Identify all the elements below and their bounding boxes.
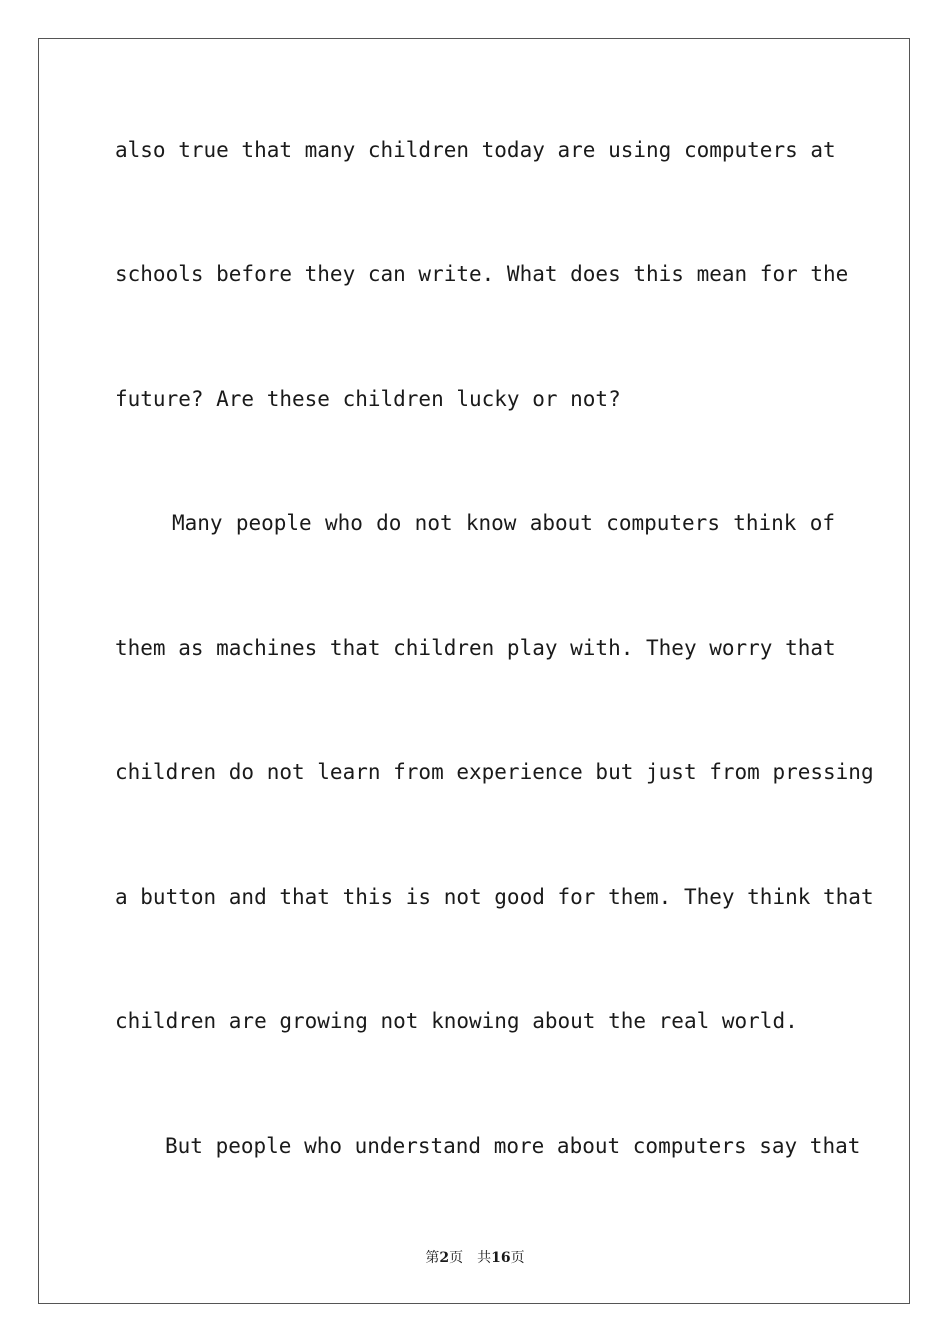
total-pages-number: 16 [491,1250,511,1266]
text-line-5: them as machines that children play with. They worry that [115,636,836,660]
page-footer [0,1247,950,1267]
text-line-6: children do not learn from experience but just from pressing [115,760,874,784]
text-line-8: children are growing not knowing about the real world. [115,1009,798,1033]
text-line-3: future? Are these children lucky or not? [115,387,621,411]
text-line-9: But people who understand more about computers say that [165,1134,861,1158]
text-line-2: schools before they can write. What does this mean for the [115,262,849,286]
footer-prefix: 第 [425,1250,440,1266]
footer-total-prefix: 共 [477,1250,492,1266]
footer-total-suffix: 页 [510,1250,525,1266]
current-page-number: 2 [439,1250,450,1266]
footer-page-suffix: 页 [449,1250,464,1266]
page-frame [38,38,910,1304]
text-line-4: Many people who do not know about computers think of [172,511,835,535]
text-line-1: also true that many children today are using computers at [115,138,836,162]
text-line-7: a button and that this is not good for them. They think that [115,885,874,909]
